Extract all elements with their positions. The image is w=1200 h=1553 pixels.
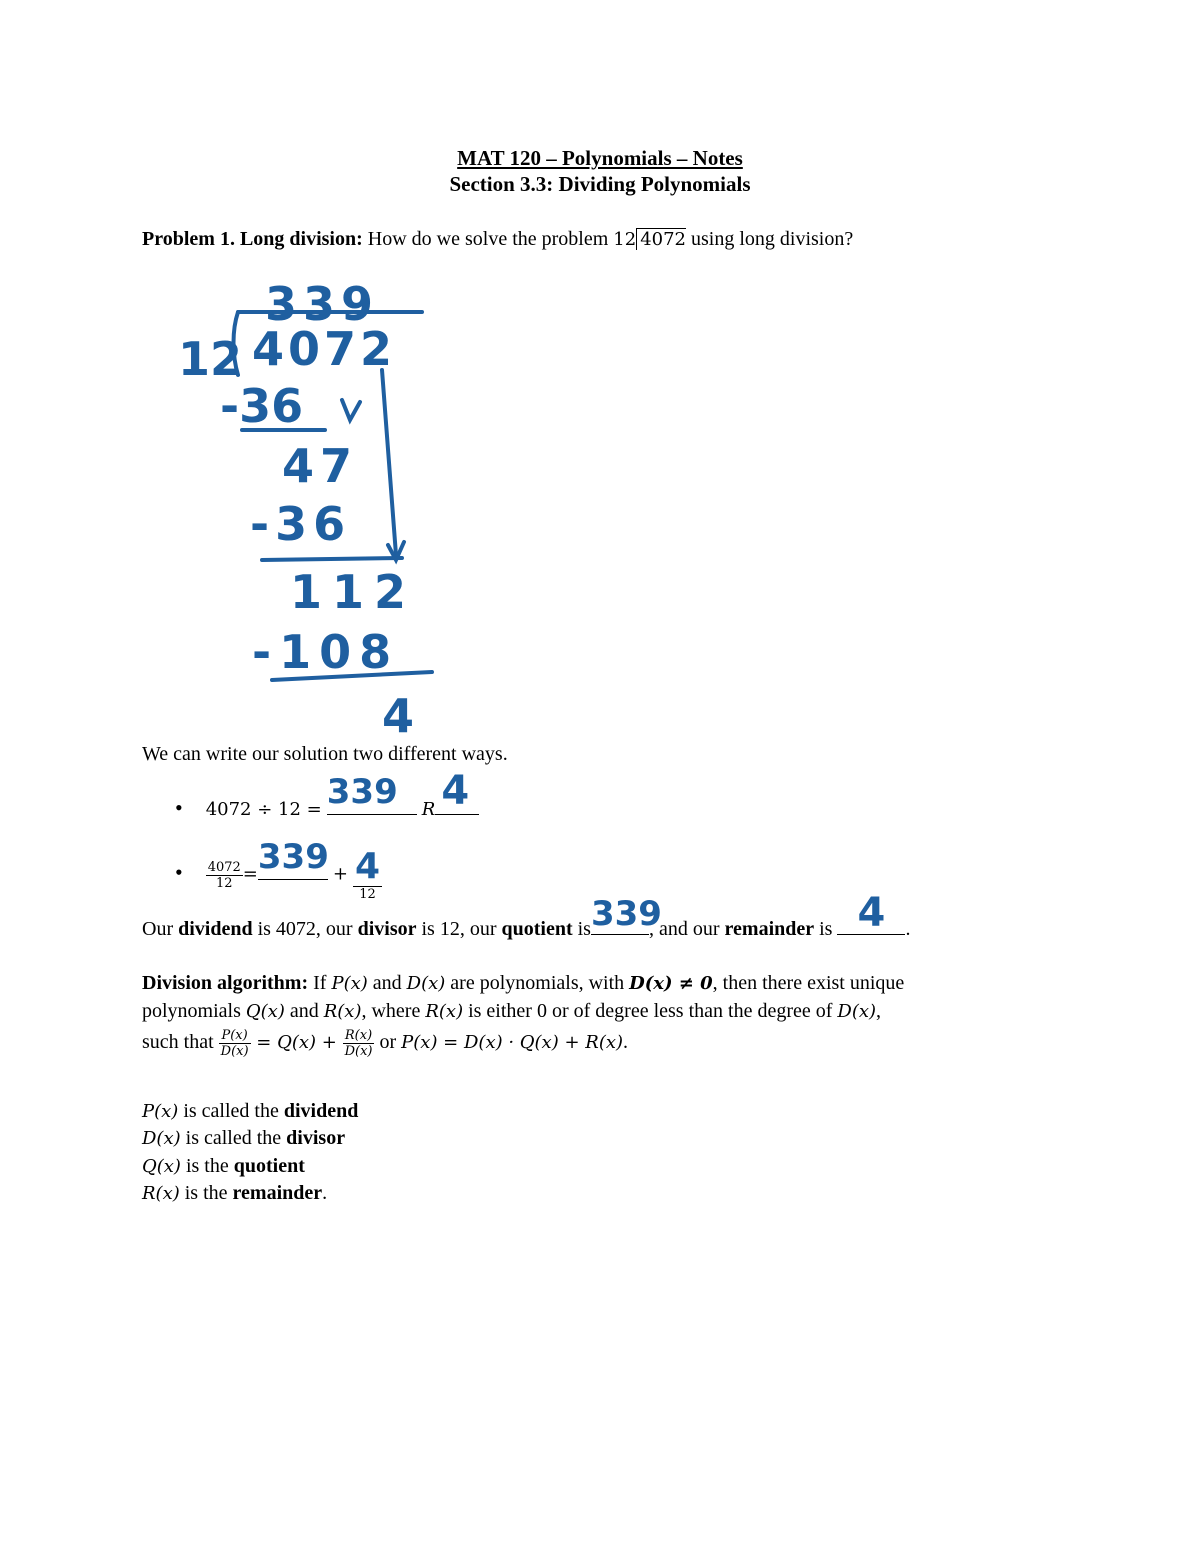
problem-1-statement xyxy=(142,228,853,251)
algorithm-line-3 xyxy=(142,1028,628,1059)
quotient-blank xyxy=(590,894,662,935)
bring-down-line xyxy=(382,370,396,555)
definition-text: is the xyxy=(179,1182,233,1204)
terms-text: is 12, our xyxy=(416,918,502,940)
bullet-dot: • xyxy=(175,859,183,885)
bullet1-expression: 4072 ÷ 12 = xyxy=(205,799,322,820)
definition-term: divisor xyxy=(286,1127,346,1149)
definition-symbol: D(x) xyxy=(142,1128,181,1149)
terms-text: is 4072, our xyxy=(252,918,358,940)
symbol-d: D(x) xyxy=(406,973,446,994)
definition-symbol: Q(x) xyxy=(142,1156,181,1177)
symbol-d: D(x) xyxy=(837,1001,877,1022)
algorithm-text: such that xyxy=(142,1031,219,1054)
bullet-dot: • xyxy=(175,795,183,820)
bring-down-arrow-1 xyxy=(342,400,360,420)
symbol-d-nonzero: D(x) ≠ 0 xyxy=(629,973,713,994)
bullet1-quotient: 339 xyxy=(326,772,398,812)
bullet1-remainder: 4 xyxy=(441,768,470,814)
work-step1-rem: 47 xyxy=(282,439,359,493)
work-step3-sub: -108 xyxy=(252,625,400,679)
symbol-p: P(x) xyxy=(331,973,368,994)
bullet1-remainder-blank xyxy=(435,768,479,815)
symbol-q: Q(x) xyxy=(245,1001,285,1022)
remainder-blank xyxy=(837,890,905,936)
algorithm-line-2 xyxy=(142,1000,881,1023)
work-step1-sub: -36 xyxy=(220,379,304,433)
fraction-r-over-d xyxy=(343,1028,375,1059)
page-title: MAT 120 – Polynomials – Notes xyxy=(457,146,743,170)
algorithm-label: Division algorithm: xyxy=(142,972,309,994)
definition-text: is called the xyxy=(180,1127,287,1149)
problem-1-question-post: using long division? xyxy=(686,228,854,250)
definition-item xyxy=(142,1182,327,1205)
definition-text: is called the xyxy=(178,1100,284,1122)
algorithm-text: If xyxy=(308,972,332,994)
problem-1-label: Problem 1. Long division: xyxy=(142,228,363,250)
symbol-r: R(x) xyxy=(425,1001,464,1022)
terms-text: . xyxy=(905,918,911,940)
symbol-r: R(x) xyxy=(323,1001,362,1022)
bullet2-denominator: 12 xyxy=(215,875,233,891)
definition-term: dividend xyxy=(283,1100,359,1122)
algorithm-text: is either 0 or of degree less than the degree of xyxy=(463,1000,838,1022)
work-final-rem: 4 xyxy=(382,689,415,740)
algorithm-text: are polynomials, with xyxy=(445,972,630,994)
work-quotient: 339 xyxy=(265,277,380,331)
algorithm-text: polynomials xyxy=(142,1000,246,1022)
work-divisor: 12 xyxy=(178,332,243,386)
algorithm-text: . xyxy=(623,1031,629,1054)
bullet2-numerator: 4072 xyxy=(207,859,241,875)
bullet2-quotient: 339 xyxy=(257,836,329,877)
fraction-denominator: D(x) xyxy=(344,1044,373,1059)
terms-quotient-value: 339 xyxy=(590,894,662,934)
bullet2-plus: + xyxy=(332,863,348,885)
terms-text: is xyxy=(572,918,591,940)
problem-divisor: 12 xyxy=(613,229,637,250)
bullet2-remainder-numerator: 4 xyxy=(354,846,381,887)
term-remainder: remainder xyxy=(724,918,815,940)
equation-part: P(x) = D(x) · Q(x) + R(x) xyxy=(401,1032,624,1054)
work-step2-sub: -36 xyxy=(250,497,352,551)
algorithm-text: or xyxy=(374,1031,402,1054)
terms-sentence xyxy=(142,890,911,941)
fraction-numerator: R(x) xyxy=(343,1028,375,1044)
long-division-work xyxy=(160,270,460,740)
definition-text: is the xyxy=(180,1155,234,1177)
equation-part: = Q(x) + xyxy=(250,1032,343,1054)
fraction-numerator: P(x) xyxy=(219,1028,251,1044)
definition-symbol: R(x) xyxy=(142,1183,180,1204)
bullet1-r-label: R xyxy=(421,799,436,820)
solution-bullet-2 xyxy=(175,836,382,902)
bullet2-equals: = xyxy=(242,863,258,885)
definition-item xyxy=(142,1127,345,1150)
algorithm-text: , where xyxy=(361,1000,426,1022)
algorithm-line-1 xyxy=(142,972,904,995)
definition-end: . xyxy=(322,1182,328,1204)
bullet2-remainder-fraction xyxy=(353,848,382,902)
algorithm-text: and xyxy=(367,972,407,994)
term-divisor: divisor xyxy=(357,918,417,940)
algorithm-text: and xyxy=(284,1000,324,1022)
definition-term: quotient xyxy=(233,1155,305,1177)
definition-symbol: P(x) xyxy=(142,1101,179,1122)
fraction-denominator: D(x) xyxy=(220,1044,249,1059)
algorithm-text: , then there exist unique xyxy=(712,972,905,994)
terms-remainder-value: 4 xyxy=(857,890,886,936)
subtraction-line-2 xyxy=(262,558,402,560)
algorithm-text: , xyxy=(876,1000,882,1022)
work-dividend: 4072 xyxy=(252,322,397,376)
problem-dividend: 4072 xyxy=(636,228,686,250)
term-dividend: dividend xyxy=(178,918,253,940)
solution-bullet-1 xyxy=(175,768,479,821)
term-quotient: quotient xyxy=(501,918,573,940)
problem-1-question-pre: How do we solve the problem xyxy=(367,228,614,250)
terms-text: is xyxy=(814,918,838,940)
bullet2-remainder-denominator: 12 xyxy=(359,887,376,902)
bullet1-quotient-blank xyxy=(326,772,417,815)
terms-text: , and our xyxy=(648,918,725,940)
bullet2-quotient-blank xyxy=(257,836,329,880)
definition-item xyxy=(142,1100,358,1123)
definition-item xyxy=(142,1155,305,1178)
section-title: Section 3.3: Dividing Polynomials xyxy=(449,172,751,196)
terms-text: Our xyxy=(142,918,179,940)
definition-term: remainder xyxy=(232,1182,323,1204)
fraction-p-over-d xyxy=(219,1028,251,1059)
solution-intro: We can write our solution two different ways. xyxy=(142,743,508,765)
bullet2-fraction xyxy=(206,860,243,891)
work-step2-rem: 112 xyxy=(290,565,417,619)
